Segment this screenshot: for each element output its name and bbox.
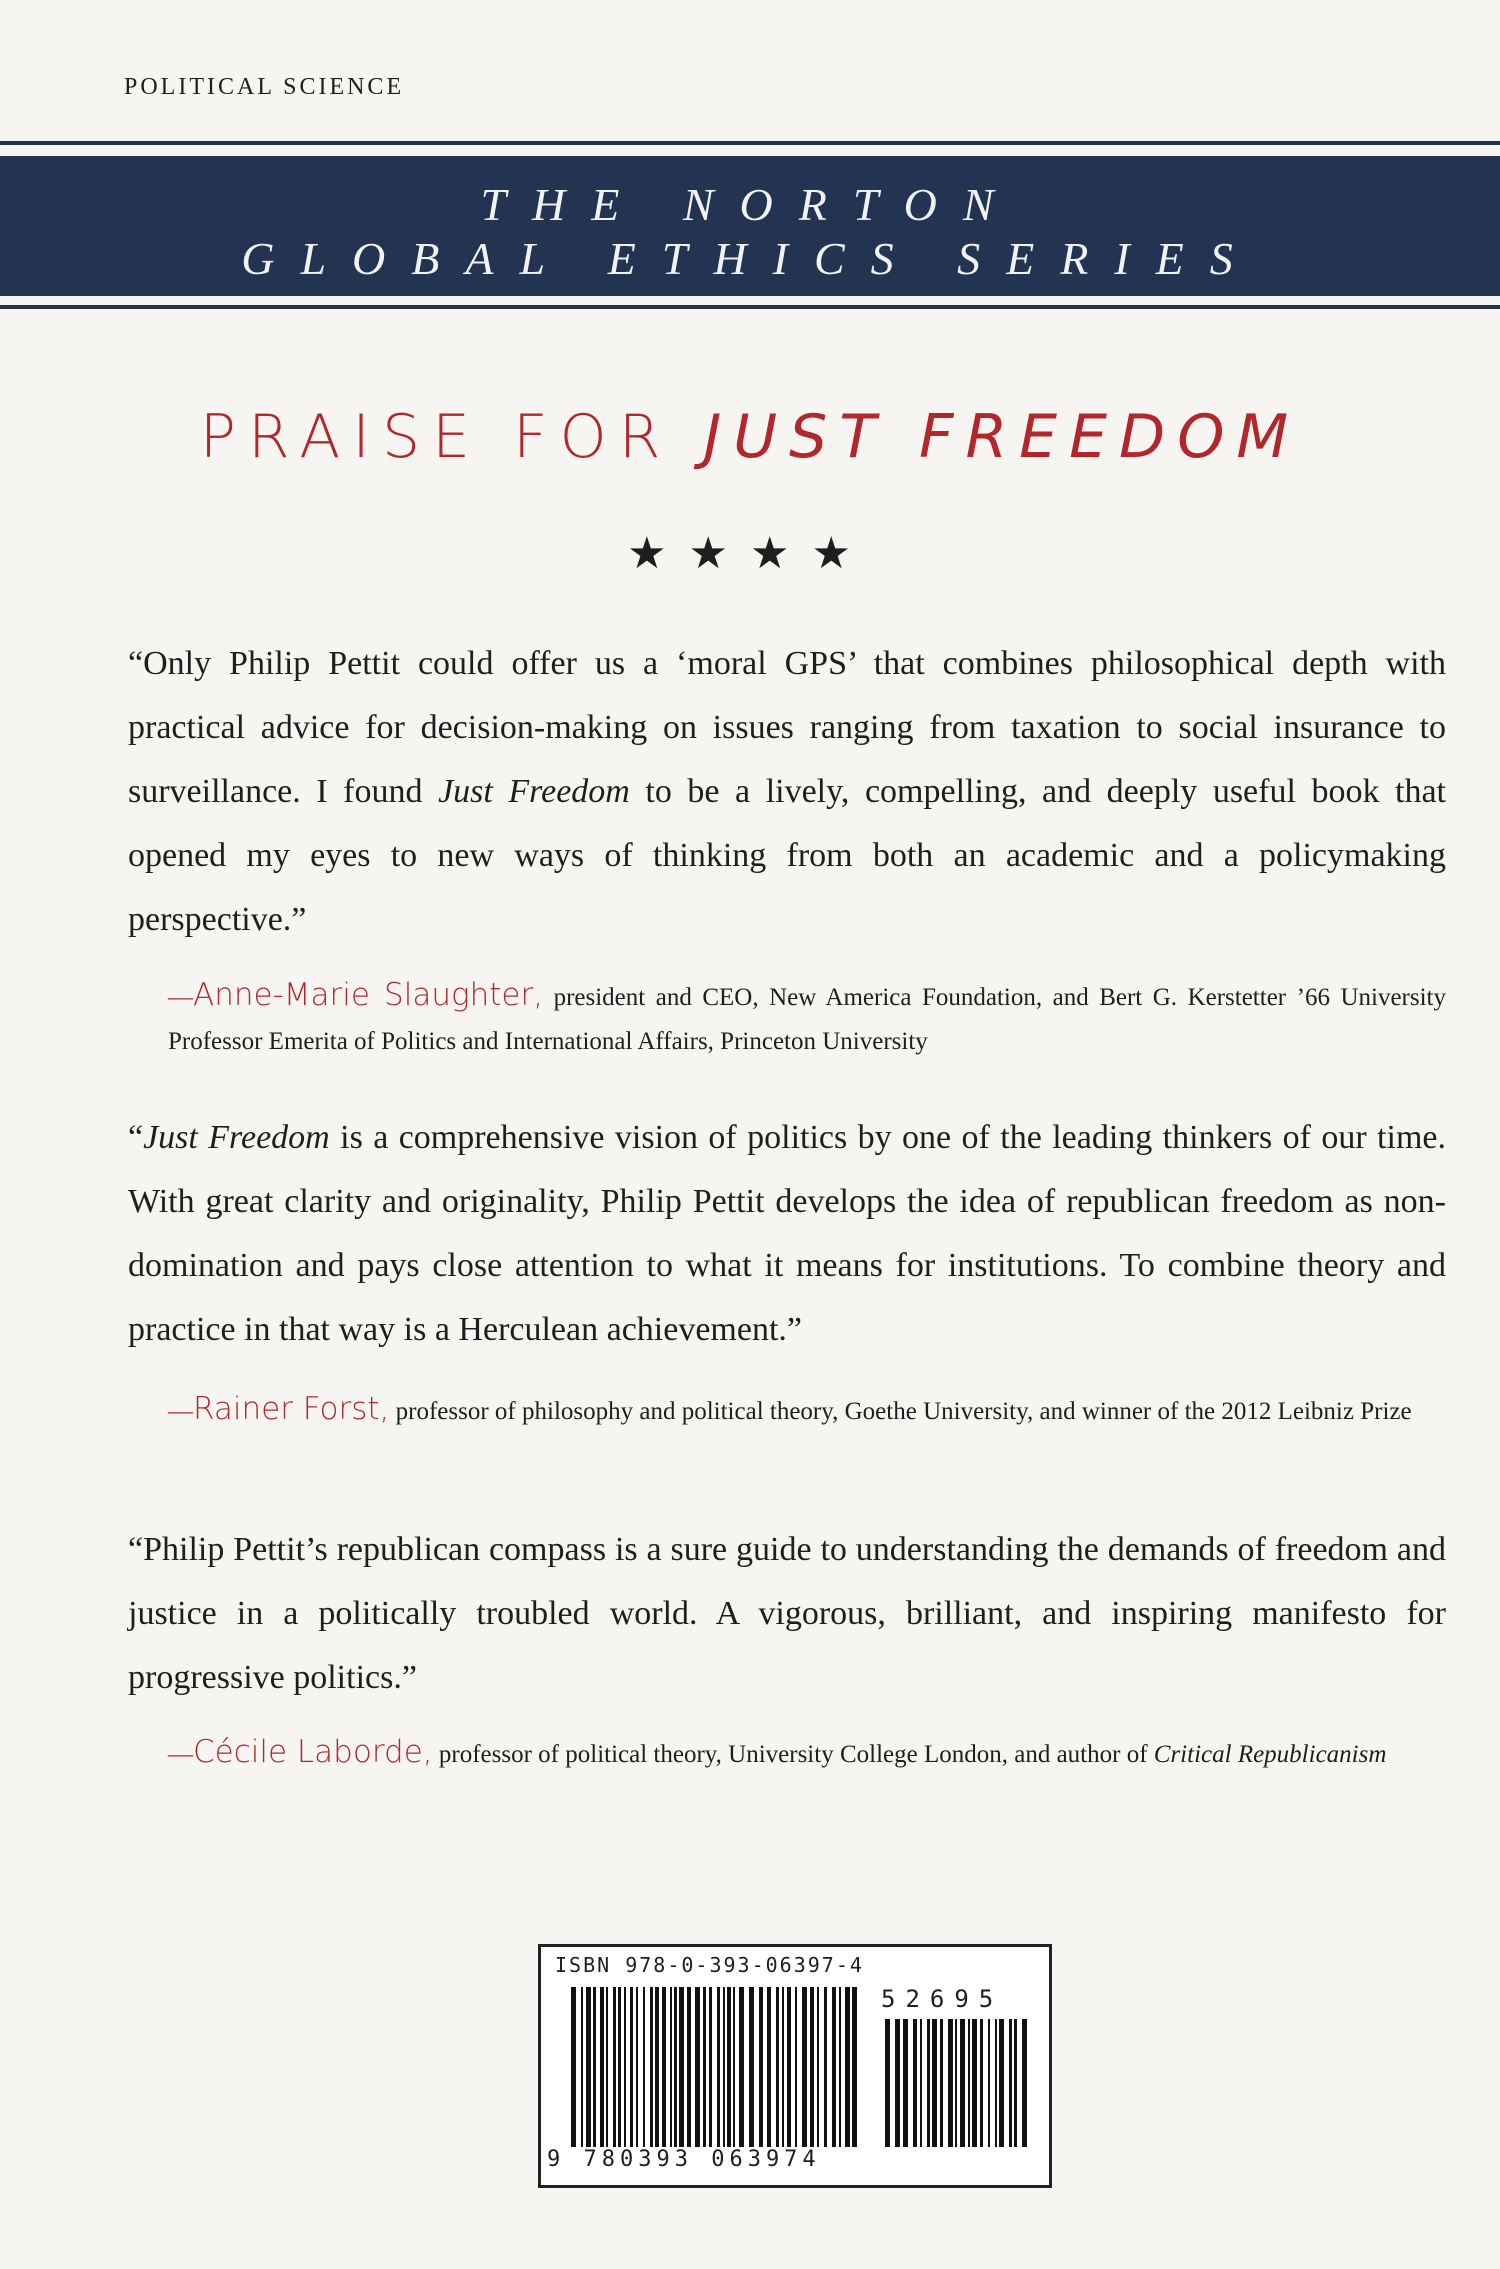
attribution-affiliation: professor of political theory, University College London, and author of (438, 1741, 1148, 1768)
barcode-bar (913, 2019, 917, 2147)
barcode-bar (727, 1987, 731, 2147)
attribution-name: Anne-Marie Slaughter, (193, 977, 544, 1013)
barcode-bar (717, 1987, 720, 2147)
barcode-bar (940, 2019, 943, 2147)
attribution-dash: — (168, 1741, 193, 1768)
barcode-bar (670, 1987, 672, 2147)
quote-book-title: Just Freedom (438, 773, 630, 810)
barcode-bar (845, 1987, 850, 2147)
barcode-bar (988, 2019, 990, 2147)
barcode-bar (630, 1987, 633, 2147)
barcode-bar (903, 2019, 908, 2147)
barcode-bar (802, 1987, 807, 2147)
barcode-bar (968, 2019, 970, 2147)
blurb-attribution-3 (168, 1730, 1446, 1777)
series-banner (0, 156, 1500, 296)
attribution-affiliation: president and CEO, New America Foundation, and Bert G. Kerstetter ’66 University Professor Emerita of Politics and International Affairs, Princeton University (168, 984, 1446, 1055)
barcode-bar (948, 2019, 953, 2147)
barcode-bar (832, 1987, 836, 2147)
attribution-affiliation: professor of philosophy and political theory, Goethe University, and winner of the 2012 Leibniz Prize (395, 1398, 1412, 1425)
barcode-bar (687, 1987, 691, 2147)
barcode-bar (852, 1987, 857, 2147)
barcode-bar (643, 1987, 645, 2147)
barcode-bar (586, 1987, 591, 2147)
attribution-book-title: Critical Republicanism (1153, 1741, 1387, 1768)
top-rule (0, 141, 1500, 145)
barcode-bar (932, 2019, 937, 2147)
barcode-bar (895, 2019, 900, 2147)
quote-book-title: Just Freedom (143, 1119, 330, 1156)
attribution-dash: — (168, 984, 193, 1011)
quote-text: “Philip Pettit’s republican compass is a sure guide to understanding the demands of freedom and justice in a politically troubled world. A vigorous, brilliant, and inspiring manifesto for progressive politics.” (128, 1531, 1446, 1696)
barcode-bar (972, 2019, 977, 2147)
barcode-bar (817, 1987, 819, 2147)
blurb-attribution-1 (168, 973, 1446, 1064)
barcode-bar (703, 1987, 706, 2147)
barcode-bar (810, 1987, 814, 2147)
barcode-bar (955, 2019, 957, 2147)
quote-text: to be a lively, compelling, and deeply useful book that opened my eyes to new ways of thinking from both an academic and a policymaking perspective.” (128, 773, 1446, 938)
blurb-attribution-2 (168, 1387, 1446, 1434)
barcode-bar (960, 2019, 965, 2147)
isbn-barcode (538, 1944, 1052, 2188)
barcode-bar (1009, 2019, 1012, 2147)
barcode-bar (920, 2019, 922, 2147)
barcode-bar (650, 1987, 653, 2147)
quote-text: “ (128, 1119, 144, 1156)
attribution-name: Cécile Laborde, (193, 1734, 433, 1770)
barcode-bar (995, 2019, 997, 2147)
barcode-bar (749, 1987, 754, 2147)
barcode-bar (624, 1987, 626, 2147)
barcode-bar (767, 1987, 771, 2147)
attribution-name: Rainer Forst, (193, 1391, 390, 1427)
barcode-bar (679, 1987, 684, 2147)
praise-heading (0, 402, 1500, 472)
barcode-bar (980, 2019, 983, 2147)
barcode-bar (1022, 2019, 1027, 2147)
quote-text: “Only Philip Pettit could offer us a ‘moral GPS’ that combines philosophical depth with practical advice for decision-making on issues ranging from taxation to social insurance to surveillance. I found (128, 645, 1446, 810)
series-line-2: GLOBAL ETHICS SERIES (241, 233, 1259, 284)
blurb-quote-1 (128, 632, 1446, 952)
barcode-bar (839, 1987, 841, 2147)
blurb-quote-3 (128, 1518, 1446, 1710)
barcode-bar (782, 1987, 784, 2147)
price-code: 52695 (881, 1985, 1004, 2013)
praise-prefix: PRAISE FOR (199, 402, 673, 472)
barcode-bar (885, 2019, 890, 2147)
barcode-bar (636, 1987, 638, 2147)
isbn-label: ISBN 978-0-393-06397-4 (555, 1953, 864, 1977)
barcode-bar (824, 1987, 827, 2147)
barcode-bar (613, 1987, 616, 2147)
ean-barcode-bars (571, 1987, 861, 2147)
barcode-bar (674, 1987, 677, 2147)
barcode-bar (709, 1987, 712, 2147)
praise-book-title: JUST FREEDOM (703, 402, 1301, 472)
barcode-bar (759, 1987, 763, 2147)
category-label: POLITICAL SCIENCE (124, 74, 405, 100)
barcode-bar (1014, 2019, 1017, 2147)
barcode-bar (606, 1987, 608, 2147)
barcode-digits: 9 780393 063974 (547, 2147, 821, 2172)
barcode-bar (999, 2019, 1004, 2147)
barcode-bar (593, 1987, 596, 2147)
barcode-bar (571, 1987, 576, 2147)
star-ornament: ★★★★ (627, 529, 873, 578)
barcode-bar (662, 1987, 666, 2147)
barcode-bar (739, 1987, 744, 2147)
blurb-quote-2 (128, 1106, 1446, 1362)
bottom-rule (0, 305, 1500, 309)
barcode-bar (733, 1987, 735, 2147)
barcode-bar (655, 1987, 659, 2147)
barcode-bar (776, 1987, 779, 2147)
quote-text: is a comprehensive vision of politics by one of the leading thinkers of our time. With great clarity and originality, Philip Pettit develops the idea of republican freedom as non-domination and pays close attention to what it means for institutions. To combine theory and practice in that way is a Herculean achievement.” (128, 1119, 1446, 1348)
barcode-bar (787, 1987, 791, 2147)
barcode-bar (795, 1987, 797, 2147)
barcode-bar (600, 1987, 604, 2147)
barcode-bar (695, 1987, 700, 2147)
barcode-bar (927, 2019, 930, 2147)
barcode-bar (723, 1987, 725, 2147)
barcode-bar (618, 1987, 621, 2147)
series-line-1: THE NORTON (480, 179, 1020, 230)
barcode-bar (581, 1987, 583, 2147)
addon-barcode-bars (885, 2019, 1035, 2147)
attribution-dash: — (168, 1398, 193, 1425)
